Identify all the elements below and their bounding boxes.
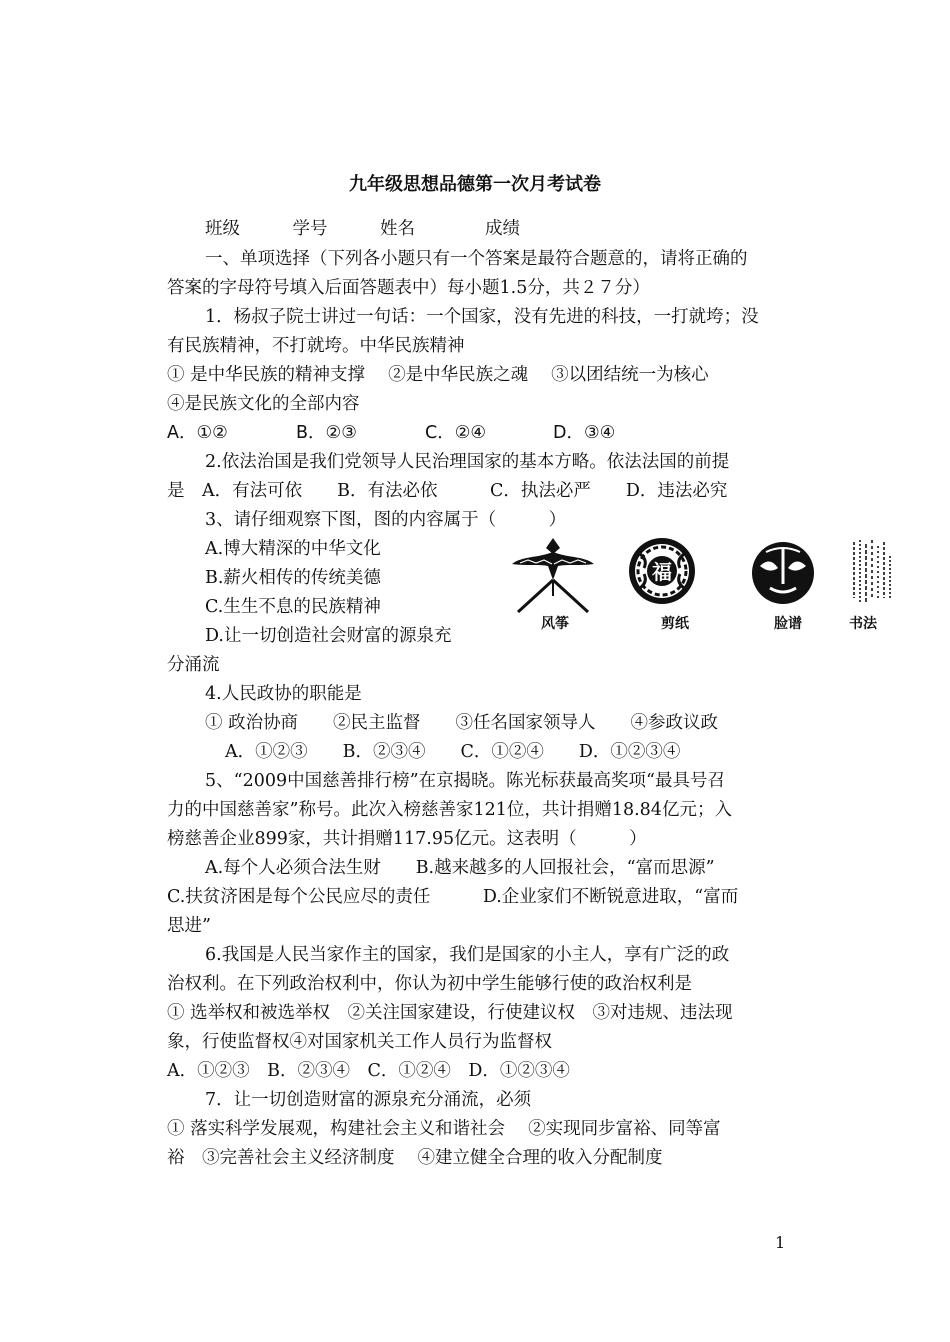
q3-option-c: C.生生不息的民族精神 xyxy=(205,597,381,617)
q4-options: A．①②③ B．②③④ C．①②④ D．①②③④ xyxy=(225,742,681,762)
q6-stem-line1: 6.我国是人民当家作主的国家，我们是国家的小主人，享有广泛的政 xyxy=(205,945,730,965)
q1-option-c: C．②④ xyxy=(425,423,487,443)
q3-stem: 3、请仔细观察下图，图的内容属于（ ） xyxy=(205,510,567,530)
q5-stem-line3: 榜慈善企业899家，共计捐赠117.95亿元。这表明（ ） xyxy=(167,829,647,849)
seal-character: 福 xyxy=(652,560,672,584)
kite-icon xyxy=(512,538,594,612)
q3-option-a: A.博大精深的中华文化 xyxy=(205,539,381,559)
q4-stem: 4.人民政协的职能是 xyxy=(205,684,362,704)
page-number: 1 xyxy=(775,1233,786,1252)
q6-items-line1: ① 选举权和被选举权 ②关注国家建设，行使建议权 ③对违规、违法现 xyxy=(167,1003,733,1023)
paper-cut-icon xyxy=(629,538,695,604)
q1-stem-line2: 有民族精神，不打就垮。中华民族精神 xyxy=(167,336,465,356)
section1-instructions-line1: 一、单项选择（下列各小题只有一个答案是最符合题意的，请将正确的 xyxy=(205,249,748,269)
q3-option-b: B.薪火相传的传统美德 xyxy=(205,568,381,588)
caption-paper-cut: 剪纸 xyxy=(661,616,689,632)
q1-stem-line1: 1．杨叔子院士讲过一句话：一个国家，没有先进的科技，一打就垮；没 xyxy=(205,307,759,327)
q5-stem-line1: 5、“2009中国慈善排行榜”在京揭晓。陈光标获最高奖项“最具号召 xyxy=(205,771,726,791)
q1-option-b: B．②③ xyxy=(296,423,357,443)
caption-opera-mask: 脸谱 xyxy=(774,616,802,632)
opera-mask-icon xyxy=(752,542,814,604)
q3-option-d: D.让一切创造社会财富的源泉充 xyxy=(205,626,452,646)
header-fields: 班级 学号 姓名 成绩 xyxy=(205,219,520,239)
q2-stem-line2: 是 A．有法可依 B．有法必依 C．执法必严 D．违法必究 xyxy=(167,481,728,501)
q1-option-a: A．①② xyxy=(167,423,228,443)
caption-kite: 风筝 xyxy=(541,616,569,632)
q7-items-line1: ① 落实科学发展观，构建社会主义和谐社会 ②实现同步富裕、同等富 xyxy=(167,1119,721,1139)
q6-items-line2: 象，行使监督权④对国家机关工作人员行为监督权 xyxy=(167,1032,552,1052)
q1-option-d: D．③④ xyxy=(553,423,616,443)
q1-items-line2: ④是民族文化的全部内容 xyxy=(167,394,360,414)
q7-stem: 7．让一切创造财富的源泉充分涌流，必须 xyxy=(205,1090,532,1110)
caption-calligraphy: 书法 xyxy=(849,616,877,632)
q5-options-line3: 思进” xyxy=(167,916,211,936)
page-title: 九年级思想品德第一次月考试卷 xyxy=(349,174,601,195)
q5-options-line1: A.每个人必须合法生财 B.越来越多的人回报社会，“富而思源” xyxy=(205,858,715,878)
q2-stem-line1: 2.依法治国是我们党领导人民治理国家的基本方略。依法法国的前提 xyxy=(205,452,730,472)
section1-instructions-line2: 答案的字母符号填入后面答题表中）每小题1.5分，共２７分） xyxy=(167,278,650,298)
q5-stem-line2: 力的中国慈善家”称号。此次入榜慈善家121位，共计捐赠18.84亿元；入 xyxy=(167,800,732,820)
q4-items: ① 政治协商 ②民主监督 ③任名国家领导人 ④参政议政 xyxy=(205,713,719,733)
q7-items-line2: 裕 ③完善社会主义经济制度 ④建立健全合理的收入分配制度 xyxy=(167,1148,663,1168)
q1-items-line1: ① 是中华民族的精神支撑 ②是中华民族之魂 ③以团结统一为核心 xyxy=(167,365,709,385)
q5-options-line2: C.扶贫济困是每个公民应尽的责任 D.企业家们不断锐意进取，“富而 xyxy=(167,887,739,907)
q3-option-d-cont: 分涌流 xyxy=(167,655,220,675)
q6-options: A．①②③ B．②③④ C．①②④ D．①②③④ xyxy=(167,1061,570,1081)
q6-stem-line2: 治权利。在下列政治权利中，你认为初中学生能够行使的政治权利是 xyxy=(167,974,692,994)
calligraphy-icon xyxy=(854,540,890,602)
